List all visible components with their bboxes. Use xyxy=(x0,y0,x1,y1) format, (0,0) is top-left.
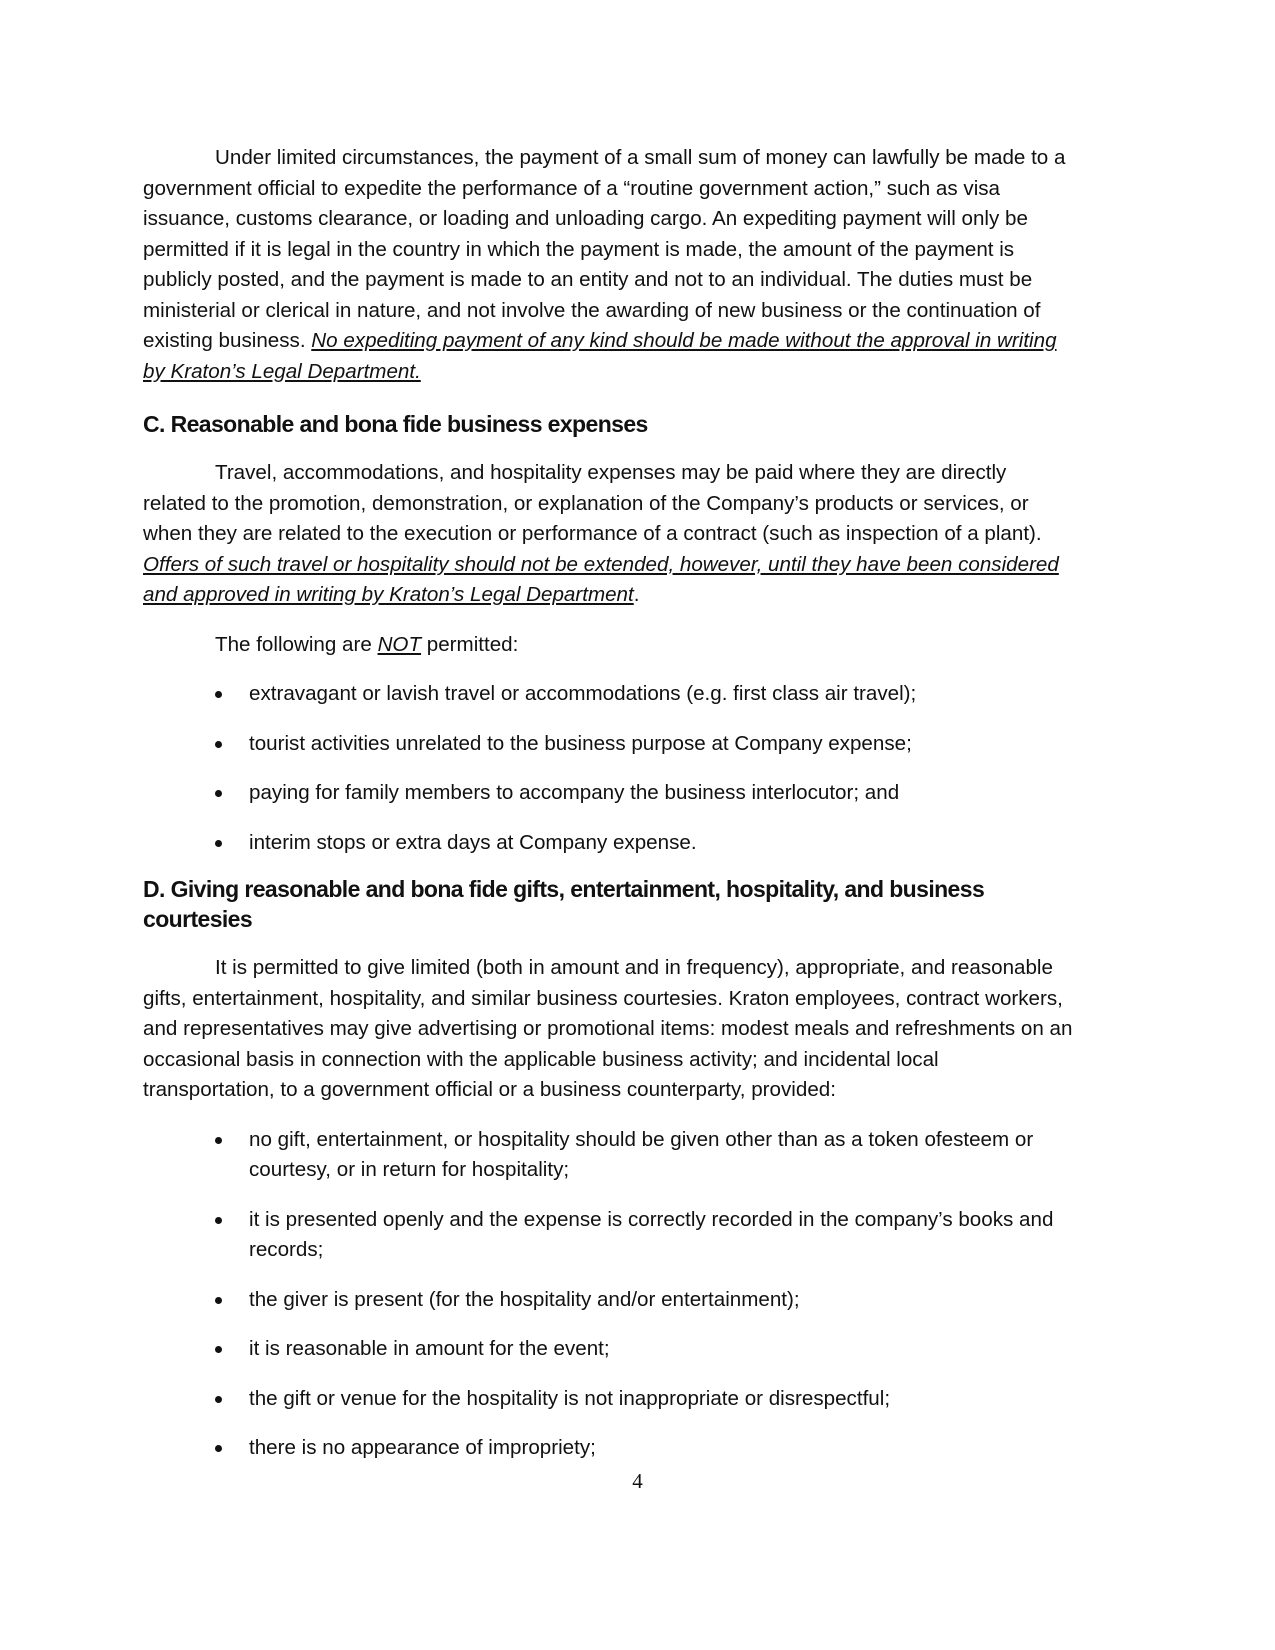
bullet-icon xyxy=(215,1346,222,1353)
not-permitted-post: permitted: xyxy=(421,632,519,656)
conditions-list xyxy=(143,1125,1073,1464)
list-item xyxy=(143,1285,1073,1316)
section-c-text: Travel, accommodations, and hospitality expenses may be paid where they are directly related to the promotion, demonstration, or explanation of the Company’s products or services, or when they are related to the execution or performance of a contract (such as inspection of a plant). xyxy=(143,461,1042,545)
section-c-paragraph xyxy=(143,458,1073,611)
list-item-text: it is reasonable in amount for the event; xyxy=(249,1337,610,1360)
list-item-text: no gift, entertainment, or hospitality should be given other than as a token ofesteem or courtesy, or in return for hospitality; xyxy=(249,1127,1034,1181)
section-c-emphasis: Offers of such travel or hospitality should not be extended, however, until they have been considered and approved in writing by Kraton’s Legal Department xyxy=(143,552,1059,606)
list-item-text: the giver is present (for the hospitality and/or entertainment); xyxy=(249,1287,800,1311)
bullet-icon xyxy=(215,1396,222,1403)
section-d-paragraph: It is permitted to give limited (both in amount and in frequency), appropriate, and reasonable gifts, entertainment, hospitality, and similar business courtesies. Kraton employees, contract workers, and representatives may give advertising or promotional items: modest meals and refreshments on an occasional basis in connection with the applicable business activity; and incidental local transportation, to a government official or a business counterparty, provided: xyxy=(143,956,1073,1101)
list-item xyxy=(143,778,1073,809)
list-item xyxy=(143,828,1073,859)
bullet-icon xyxy=(215,840,222,847)
not-permitted-word: NOT xyxy=(377,632,422,656)
bullet-icon xyxy=(215,790,222,797)
section-c-emphasis-end: . xyxy=(633,583,640,606)
not-permitted-pre: The following are xyxy=(215,632,378,656)
section-c-heading: C. Reasonable and bona fide business expenses xyxy=(143,411,648,437)
list-item-text: the gift or venue for the hospitality is not inappropriate or disrespectful; xyxy=(249,1386,891,1410)
list-item-text: interim stops or extra days at Company expense. xyxy=(249,830,697,854)
list-item xyxy=(143,679,1073,710)
not-permitted-intro xyxy=(143,630,1073,661)
expediting-payments-emphasis: No expediting payment of any kind should be made without the approval in writing by Kraton’s Legal Department. xyxy=(143,329,1057,383)
list-item-text: it is presented openly and the expense is correctly recorded in the company’s books and records; xyxy=(249,1207,1054,1261)
list-item xyxy=(143,1384,1073,1415)
list-item-text: paying for family members to accompany the business interlocutor; and xyxy=(249,781,900,804)
list-item xyxy=(143,1433,1073,1464)
list-item-text: extravagant or lavish travel or accommodations (e.g. first class air travel); xyxy=(249,682,917,705)
list-item xyxy=(143,1205,1073,1266)
document-page xyxy=(143,143,1073,1483)
list-item-text: tourist activities unrelated to the business purpose at Company expense; xyxy=(249,731,912,755)
bullet-icon xyxy=(215,1137,222,1144)
page-number: 4 xyxy=(632,1469,643,1493)
bullet-icon xyxy=(215,1217,222,1224)
list-item xyxy=(143,729,1073,760)
expediting-payments-paragraph xyxy=(143,143,1073,387)
list-item-text: there is no appearance of impropriety; xyxy=(249,1436,596,1459)
not-permitted-list xyxy=(143,679,1073,858)
bullet-icon xyxy=(215,1297,222,1304)
bullet-icon xyxy=(215,741,222,748)
bullet-icon xyxy=(215,691,222,698)
expediting-payments-text: Under limited circumstances, the payment of a small sum of money can lawfully be made to a government official to expedite the performance of a “routine government action,” such as visa issuance, customs clearance, or loading and unloading cargo. An expediting payment will only be permitted if it is legal in the country in which the payment is made, the amount of the payment is publicly posted, and the payment is made to an entity and not to an individual. The duties must be ministerial or clerical in nature, and not involve the awarding of new business or the continuation of existing business. xyxy=(143,146,1066,352)
bullet-icon xyxy=(215,1445,222,1452)
section-d-heading: D. Giving reasonable and bona fide gifts, entertainment, hospitality, and business courtesies xyxy=(143,876,985,932)
list-item xyxy=(143,1334,1073,1365)
list-item xyxy=(143,1125,1073,1186)
